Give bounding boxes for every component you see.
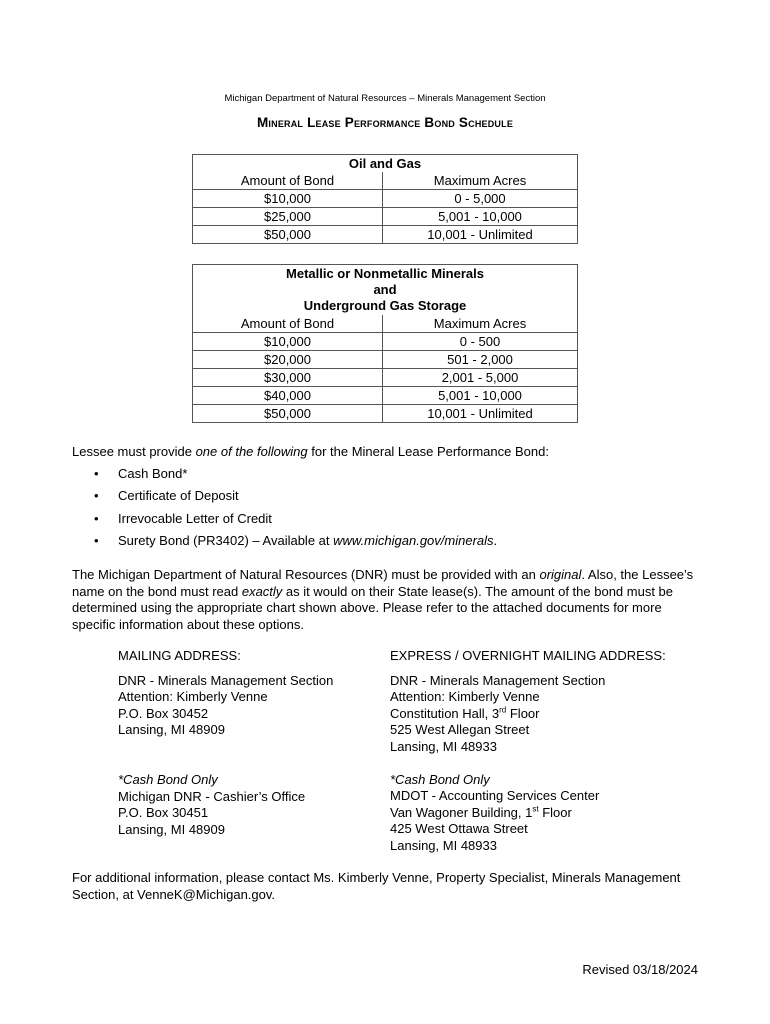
max-acres: 10,001 - Unlimited [383,226,578,244]
address-line: Lansing, MI 48909 [118,821,225,837]
address-line [390,805,720,822]
table-row [193,405,578,423]
option-label-end: . [493,532,498,548]
cash-bond-label: *Cash Bond Only [390,771,490,787]
table-row [193,226,578,244]
bond-amount: $10,000 [193,333,383,351]
table-row [193,190,578,208]
mailing-address-block [118,648,388,838]
minerals-table-title [193,265,578,316]
address-line: Lansing, MI 48909 [118,722,225,738]
list-item [72,533,497,555]
bond-amount: $40,000 [193,387,383,405]
intro-text: Lessee must provide [72,444,196,459]
max-acres: 2,001 - 5,000 [383,369,578,387]
contact-paragraph: For additional information, please contact Ms. Kimberly Venne, Property Specialist, Minerals Management Section, at VenneK@Michigan.gov. [72,870,681,902]
address-line: MDOT - Accounting Services Center [390,788,600,804]
paragraph-text: as it would on their State lease(s). The amount of the bond must be determined using the appropriate chart shown above. Please refer to the attached documents for more specific information about these options. [72,583,674,632]
paragraph-emphasis: original [539,567,582,582]
mailing-address-label: MAILING ADDRESS: [118,648,241,663]
bond-options-list [72,466,497,555]
address-line: P.O. Box 30452 [118,705,209,721]
table-row [193,208,578,226]
table-row [193,369,578,387]
address-line: P.O. Box 30451 [118,805,209,821]
ordinal-suffix: rd [499,705,507,715]
bond-amount: $25,000 [193,208,383,226]
express-address-block [390,648,720,855]
bond-amount: $10,000 [193,190,383,208]
intro-text-end: for the Mineral Lease Performance Bond: [307,444,549,459]
bullet-icon: • [94,488,99,504]
minerals-title-line1: Metallic or Nonmetallic Minerals [286,266,484,281]
address-line: DNR - Minerals Management Section [118,672,334,688]
paragraph-text: . Also, the Lessee’s name on the bond must read [72,567,694,599]
bond-amount: $20,000 [193,351,383,369]
paragraph-emphasis: exactly [241,583,283,599]
minerals-bond-table [192,264,578,423]
acres-column-header: Maximum Acres [383,172,578,190]
oil-gas-table-title: Oil and Gas [193,155,578,173]
list-item [72,466,497,488]
bond-amount: $50,000 [193,405,383,423]
address-line: DNR - Minerals Management Section [390,672,606,688]
option-label: Irrevocable Letter of Credit [118,510,272,526]
minerals-title-line3: Underground Gas Storage [303,298,467,313]
address-line: Attention: Kimberly Venne [118,689,268,705]
bond-amount: $50,000 [193,226,383,244]
max-acres: 5,001 - 10,000 [383,387,578,405]
max-acres: 0 - 500 [383,333,578,351]
bond-amount: $30,000 [193,369,383,387]
original-bond-paragraph [72,567,698,633]
oil-gas-bond-table [192,154,578,244]
address-line: 525 West Allegan Street [390,722,530,738]
intro-emphasis: one of the following [195,444,308,459]
bullet-icon: • [94,466,99,481]
address-line: 425 West Ottawa Street [390,821,528,837]
minerals-website-link[interactable]: www.michigan.gov/minerals [333,532,494,548]
option-label: Certificate of Deposit [118,488,239,504]
max-acres: 5,001 - 10,000 [383,208,578,226]
option-label: Cash Bond* [118,466,188,481]
amount-column-header: Amount of Bond [193,315,383,333]
revision-date: Revised 03/18/2024 [582,962,698,977]
address-part: Constitution Hall, 3 [390,705,500,721]
address-line [390,706,720,723]
max-acres: 10,001 - Unlimited [383,405,578,423]
bullet-icon: • [94,532,99,548]
acres-column-header: Maximum Acres [383,315,578,333]
agency-line: Michigan Department of Natural Resources – Minerals Management Section [224,93,546,104]
max-acres: 501 - 2,000 [383,351,578,369]
bullet-icon: • [94,510,99,526]
ordinal-suffix: st [532,804,539,814]
paragraph-text: The Michigan Department of Natural Resources (DNR) must be provided with an [72,567,540,582]
list-item [72,511,497,533]
address-line: Lansing, MI 48933 [390,738,497,754]
address-part: Floor [506,705,540,721]
address-line: Attention: Kimberly Venne [390,689,540,705]
option-label: Surety Bond (PR3402) – Available at [118,532,334,548]
minerals-title-line2: and [373,282,397,297]
cash-bond-label: *Cash Bond Only [118,771,218,787]
amount-column-header: Amount of Bond [193,172,383,190]
bond-intro-text [72,444,698,461]
max-acres: 0 - 5,000 [383,190,578,208]
express-address-label: EXPRESS / OVERNIGHT MAILING ADDRESS: [390,648,666,663]
table-row [193,333,578,351]
address-part: Floor [538,804,572,820]
address-line: Lansing, MI 48933 [390,837,497,853]
table-row [193,351,578,369]
list-item [72,488,497,510]
table-row [193,387,578,405]
page-title: Mineral Lease Performance Bond Schedule [256,115,514,130]
address-part: Van Wagoner Building, 1 [390,804,533,820]
address-line: Michigan DNR - Cashier’s Office [118,788,306,804]
